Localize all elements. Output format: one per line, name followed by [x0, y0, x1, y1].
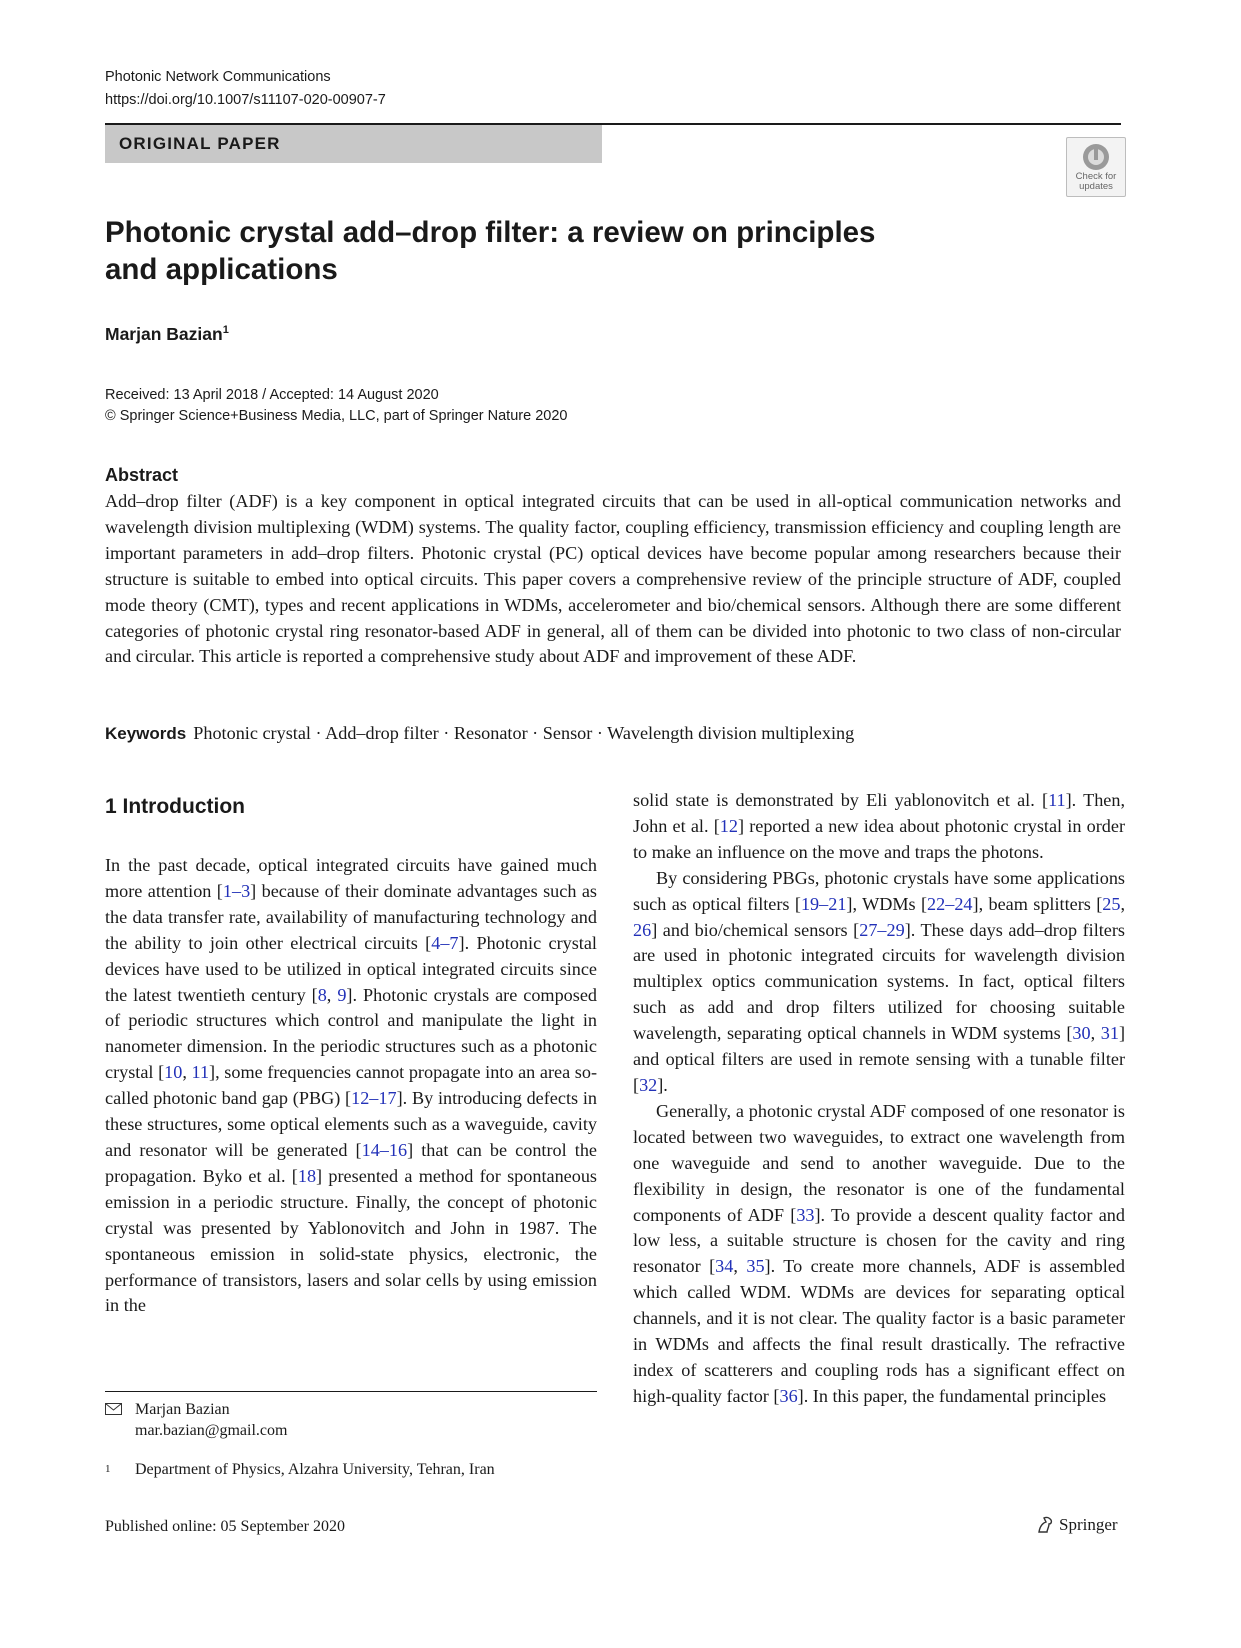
citation-link[interactable]: 36	[779, 1385, 798, 1406]
text-run: By considering PBGs, photonic crystals have some applications such as optical filters [	[633, 867, 1125, 914]
text-run: ]. By introducing defects in these structures, some optical elements such as a waveguide, cavity and resonator will be generated [	[105, 1088, 597, 1160]
author-affiliation-marker: 1	[222, 324, 229, 337]
keywords-list: Photonic crystal · Add–drop filter · Resonator · Sensor · Wavelength division multiplexing	[193, 723, 855, 743]
author-line	[105, 324, 229, 345]
text-run: ] because of their dominate advantages such as the data transfer rate, availability of manufacturing technology and the ability to join other electrical circuits [	[105, 880, 597, 953]
springer-wordmark: Springer	[1059, 1515, 1118, 1534]
text-run: ]. Then, John et al. [	[633, 790, 1125, 836]
text-run: ] and optical filters are used in remote sensing with a tunable filter [	[633, 1023, 1126, 1095]
intro-paragraph-3	[633, 1099, 1125, 1410]
citation-link[interactable]: 4–7	[431, 932, 459, 953]
author-name[interactable]: Marjan Bazian	[105, 324, 223, 344]
text-run: ]. Photonic crystals are composed of periodic structures which control and manipulate the light in nanometer dimension. In the periodic structures such as a photonic crystal [	[105, 984, 598, 1083]
citation-link[interactable]: 27–29	[859, 919, 905, 940]
citation-link[interactable]: 14–16	[361, 1139, 408, 1160]
text-run: In the past decade, optical integrated circuits have gained much more attention [	[105, 855, 597, 901]
text-run: Generally, a photonic crystal ADF composed of one resonator is located between two waveguides, to extract one wavelength from one waveguide and send to another waveguide. Due to the flexibility in design, the resonator is one of the fundamental components of ADF [	[633, 1100, 1125, 1225]
corresponding-author-email[interactable]: mar.bazian@gmail.com	[135, 1422, 288, 1439]
citation-link[interactable]: 18	[297, 1165, 317, 1186]
citation-link[interactable]: 11	[1048, 790, 1066, 810]
check-for-updates-line2: updates	[1079, 181, 1113, 192]
paper-title	[105, 214, 905, 288]
abstract-text: Add–drop filter (ADF) is a key component in optical integrated circuits that can be used in all-optical communication networks and wavelength division multiplexing (WDM) systems. The quality factor, coupling efficiency, transmission efficiency and coupling length are important parameters in add–drop filters. Photonic crystal (PC) optical devices have become popular among researchers because their structure is suitable to embed into optical circuits. This paper covers a comprehensive review of the principle structure of ADF, coupled mode theory (CMT), types and recent applications in WDMs, accelerometer and bio/chemical sensors. Although there are some different categories of photonic crystal ring resonator-based ADF in general, all of them can be divided into photonic to two class of non-circular and circular. This article is reported a comprehensive study about ADF and improvement of these ADF.	[105, 491, 1121, 667]
citation-link[interactable]: 25	[1102, 893, 1121, 914]
citation-link[interactable]: 31	[1100, 1023, 1119, 1044]
text-run: ] that can be control the propagation. Byko et al. [	[105, 1139, 597, 1186]
journal-name: Photonic Network Communications	[105, 69, 331, 85]
affiliation-number: 1	[105, 1463, 111, 1475]
right-column	[633, 788, 1125, 1410]
abstract-heading: Abstract	[105, 465, 179, 485]
journal-header	[105, 66, 386, 112]
text-run: ]. To provide a descent quality factor and low less, a suitable structure is chosen for the cavity and ring resonator [	[633, 1204, 1125, 1277]
citation-link[interactable]: 10	[164, 1062, 183, 1083]
published-online: Published online: 05 September 2020	[105, 1518, 345, 1535]
citation-link[interactable]: 8	[317, 984, 327, 1005]
text-run: ], beam splitters [	[972, 893, 1103, 914]
doi-link[interactable]: https://doi.org/10.1007/s11107-020-00907-7	[105, 92, 386, 108]
text-run: ,	[326, 984, 338, 1005]
text-run: ,	[182, 1062, 192, 1083]
citation-link[interactable]: 34	[715, 1256, 734, 1277]
intro-paragraph-2	[633, 866, 1125, 1099]
keywords-line	[105, 723, 854, 744]
citation-link[interactable]: 26	[633, 919, 652, 940]
citation-link[interactable]: 19–21	[800, 893, 847, 914]
text-run: ]. Photonic crystal devices have used to be utilized in optical integrated circuits since the latest twentieth century [	[105, 932, 597, 1005]
citation-link[interactable]: 22–24	[927, 893, 973, 914]
intro-paragraph-continued	[633, 788, 1125, 866]
text-run: ] presented a method for spontaneous emission in a periodic structure. Finally, the concept of photonic crystal was presented by Yablonovitch and John in 1987. The spontaneous emission in solid-state physics, electronic, the performance of transistors, lasers and solar cells by using emission in the	[105, 1165, 597, 1316]
copyright-line: © Springer Science+Business Media, LLC, part of Springer Nature 2020	[105, 408, 568, 424]
citation-link[interactable]: 11	[191, 1062, 210, 1083]
received-accepted: Received: 13 April 2018 / Accepted: 14 August 2020	[105, 387, 439, 403]
check-for-updates-line1: Check for	[1075, 171, 1117, 182]
title-line-2: and applications	[105, 253, 338, 286]
text-run: ] and bio/chemical sensors [	[651, 919, 860, 940]
text-run: ,	[1090, 1023, 1101, 1044]
footnote-rule	[105, 1391, 597, 1392]
text-run: ,	[733, 1256, 747, 1277]
citation-link[interactable]: 30	[1072, 1023, 1091, 1044]
citation-link[interactable]: 35	[746, 1256, 765, 1277]
springer-logo	[1035, 1514, 1118, 1535]
citation-link[interactable]: 12	[719, 815, 738, 836]
affiliation-note	[105, 1459, 495, 1480]
text-run: solid state is demonstrated by Eli yablonovitch et al. [	[633, 790, 1049, 810]
text-run: ], some frequencies cannot propagate into an area so-called photonic band gap (PBG) [	[105, 1062, 597, 1109]
text-run: ,	[1120, 893, 1125, 914]
affiliation-text: Department of Physics, Alzahra University, Tehran, Iran	[135, 1461, 495, 1478]
envelope-icon	[105, 1399, 127, 1421]
text-run: ]. These days add–drop filters are used in photonic integrated circuits for wavelength division multiplex optics communication systems. In fact, optical filters such as add and drop filters utilized for choosing suitable wavelength, separating optical channels in WDM systems [	[633, 919, 1126, 1044]
check-for-updates-icon	[1081, 142, 1111, 172]
citation-link[interactable]: 9	[337, 984, 347, 1005]
title-line-1: Photonic crystal add–drop filter: a review on principles	[105, 216, 876, 249]
corresponding-author-note	[105, 1399, 287, 1441]
citation-link[interactable]: 1–3	[222, 880, 251, 901]
citation-link[interactable]: 32	[639, 1074, 658, 1095]
paper-type-band: ORIGINAL PAPER	[105, 125, 602, 163]
introduction-heading: 1 Introduction	[105, 795, 245, 818]
publication-dates	[105, 385, 567, 427]
citation-link[interactable]: 12–17	[351, 1088, 397, 1109]
left-column	[105, 853, 597, 1319]
springer-horse-icon	[1035, 1514, 1055, 1534]
text-run: ] reported a new idea about photonic crystal in order to make an influence on the move and traps the photons.	[633, 815, 1126, 862]
text-run: ], WDMs [	[846, 893, 928, 914]
citation-link[interactable]: 33	[796, 1204, 815, 1225]
text-run: ]. To create more channels, ADF is assembled which called WDM. WDMs are devices for separating optical channels, and it is not clear. The quality factor is a basic parameter in WDMs and affects the final result drastically. The refractive index of scatterers and coupling rods has a significant effect on high-quality factor [	[633, 1256, 1125, 1406]
check-for-updates-badge[interactable]	[1066, 137, 1126, 197]
text-run: ].	[657, 1074, 668, 1095]
text-run: ]. In this paper, the fundamental principles	[797, 1385, 1107, 1406]
corresponding-author-name: Marjan Bazian	[135, 1401, 230, 1418]
intro-paragraph-1	[105, 853, 597, 1319]
keywords-label: Keywords	[105, 724, 187, 743]
